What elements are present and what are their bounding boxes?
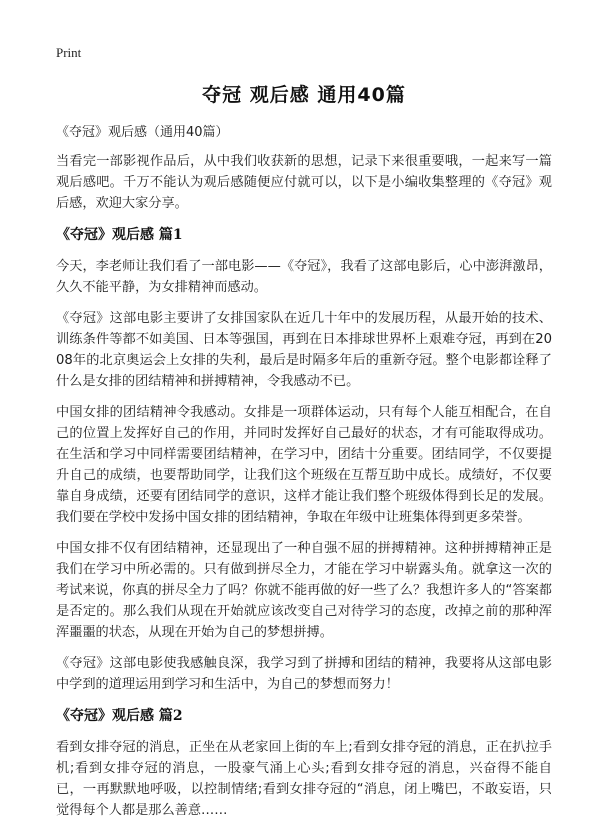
section-heading: 《夺冠》观后感 篇1 [56,227,183,243]
page-title: 夺冠 观后感 通用40篇 [202,84,406,106]
document-subtitle: 《夺冠》观后感（通用40篇） [56,125,229,140]
paragraph: 中国女排的团结精神令我感动。女排是一项群体运动，只有每个人能互相配合，在自己的位置上发挥好自己的作用，并同时发挥好自己最好的状态，才有可能取得成功。在生活和学习中同样需要团结精神，在学习中，团结十分重要。团结同学，不仅要提升自己的成绩，也要帮助同学，让我们这个班级在互帮互助中成长。成绩好，不仅要靠自身成绩，还要有团结同学的意识，这样才能让我们整个班级体得到长足的发展。我们要在学校中发扬中国女排的团结精神，争取在年级中让班集体得到更多荣誉。 [56,405,552,525]
intro-paragraph: 当看完一部影视作品后，从中我们收获新的思想，记录下来很重要哦，一起来写一篇观后感吧。千万不能认为观后感随便应付就可以，以下是小编收集整理的《夺冠》观后感，欢迎大家分享。 [56,154,552,211]
paragraph: 中国女排不仅有团结精神，还显现出了一种自强不屈的拼搏精神。这种拼搏精神正是我们在学习中所必需的。只有做到拼尽全力，才能在学习中崭露头角。就拿这一次的考试来说，你真的拼尽全力了吗？你就不能再做的好一些了么？我想许多人的“答案都是否定的。那么我们从现在开始就应该改变自己对待学习的态度，改掉之前的那种浑浑噩噩的状态，从现在开始为自己的梦想拼搏。 [56,541,552,640]
paragraph: 看到女排夺冠的消息，正坐在从老家回上街的车上;看到女排夺冠的消息，正在扒拉手机;看到女排夺冠的消息，一股豪气涌上心头;看到女排夺冠的消息，兴奋得不能自已，一再默默地呼吸，以控制情绪;看到女排夺冠的“消息，闭上嘴巴，不敢妄语，只觉得每个人都是那么善意…… [56,740,552,818]
paragraph: 今天，李老师让我们看了一部电影——《夺冠》，我看了这部电影后，心中澎湃激昂，久久不能平静，为女排精神而感动。 [56,259,552,295]
paragraph: 《夺冠》这部电影使我感触良深，我学习到了拼搏和团结的精神，我要将从这部电影中学到的道理运用到学习和生活中，为自己的梦想而努力！ [56,656,552,692]
article-body [56,151,552,831]
print-link[interactable]: Print [56,45,82,60]
paragraph: 《夺冠》这部电影主要讲了女排国家队在近几十年中的发展历程，从最开始的技术、训练条件等都不如美国、日本等强国，再到在日本排球世界杯上艰难夺冠，再到在2008年的北京奥运会上女排的失利，最后是时隔多年后的重新夺冠。整个电影都诠释了什么是女排的团结精神和拼搏精神，令我感动不已。 [56,311,552,389]
section-heading: 《夺冠》观后感 篇2 [56,708,183,724]
